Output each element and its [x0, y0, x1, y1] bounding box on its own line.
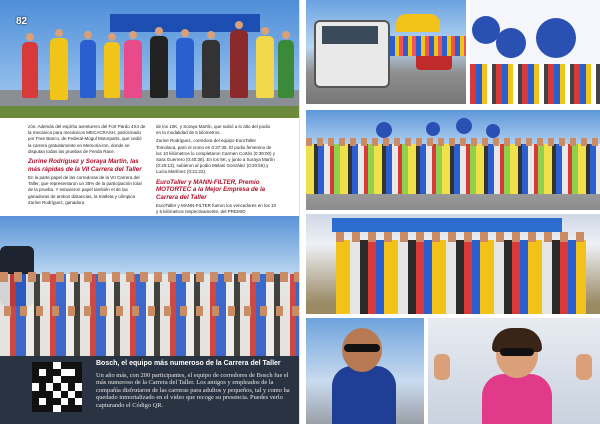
- person: [150, 36, 168, 98]
- person: [22, 42, 38, 98]
- person-head: [282, 31, 290, 39]
- person: [256, 36, 274, 98]
- balloons-crowd-photo: [470, 0, 600, 104]
- person-head: [181, 29, 189, 37]
- paragraph: En la parte papel de las corredoras de la VII Carrera del Taller, que representaron un 35% de la participación total de la prueba. Y estuvieron papel también el de las ganadoras de ambos distancias, la triatleta y olímpica Zurine Rodríguez, ganadora: [28, 175, 142, 205]
- car-window: [322, 26, 378, 44]
- qr-code[interactable]: [32, 362, 82, 412]
- caption-title: Bosch, el equipo más numeroso de la Carrera del Taller: [96, 360, 281, 367]
- car-finish-photo: [306, 0, 466, 104]
- runners-heads: [306, 138, 600, 146]
- person-head: [108, 33, 116, 41]
- person-head: [235, 21, 243, 29]
- blue-balloon: [426, 122, 440, 136]
- paragraph: Zurine Rodríguez, corredora del equipo EuroTaller Tomolaca, paró el crono en 0:37:35. El podio femenino de los 10 kilómetros lo completaron Carmen Cortés (0:38:00) y Sara Guerrero (0:40:38). En los 5K, y junto a Soraya Martín (0:20:13), subieron al podio Melani González (0:20:55) y Lucía Martínez (0:21:22).: [156, 138, 276, 175]
- page-number: 82: [16, 16, 28, 27]
- person-head: [261, 27, 269, 35]
- thumb-right: [576, 354, 592, 380]
- person-head: [129, 31, 137, 39]
- right-page: [300, 0, 600, 424]
- blue-balloon: [456, 118, 472, 134]
- person: [202, 40, 220, 98]
- paragraph: de los 10K, y Soraya Martín, que subió a lo alto del podio en la modalidad de 5 kilómetros.: [156, 124, 271, 136]
- podium-photo: [0, 0, 300, 118]
- person: [124, 40, 142, 98]
- thumbs-up-photo: [428, 318, 600, 424]
- caption-body: Un año más, con 200 participantes, el equipo de corredores de Bosch fue el más numeroso de la Carrera del Taller. Los amigos y empleados de la compañía disfrutaron de las carreras para adultos y pequeños, tal y como ha quedado inmortalizado en el vídeo que recoge su presencia. Puedes verlo capturando el Código QR.: [96, 372, 290, 409]
- person: [104, 42, 120, 98]
- thumb-left: [434, 354, 450, 380]
- sunglasses: [344, 344, 380, 352]
- person-head: [84, 31, 92, 39]
- person: [50, 38, 68, 100]
- race-start-photo: [306, 110, 600, 210]
- person: [80, 40, 96, 98]
- paragraph: zón. Además del espíritu aventurero del Fort Pardo 4X4 de la mecánica para mecánicos MECACRASH, patrocinado por Free Banco, de Federal-Mogul Motorparts, que cedió la carrera gratuitamente en Memoria-Inn, donde se disputan todas las pruebas de Fenda Race.: [28, 124, 146, 154]
- grass: [0, 106, 300, 118]
- person: [230, 30, 248, 98]
- paragraph: EuroTaller y MANN-FILTER fueron los vencedores en los 10 y 5 kilómetros respectivamente, del PREMIO: [156, 203, 276, 215]
- blue-balloon: [536, 18, 576, 58]
- article-column-1: [28, 124, 146, 208]
- sponsor-banner: [332, 218, 562, 232]
- spectators: [390, 36, 466, 56]
- blue-balloon: [376, 122, 392, 138]
- crowd-heads-row2: [0, 306, 300, 316]
- podium-heads: [336, 232, 586, 242]
- person-head: [26, 33, 34, 41]
- person: [176, 38, 194, 98]
- yellow-team-podium-photo: [306, 214, 600, 314]
- runners: [306, 144, 600, 194]
- person-head: [55, 29, 63, 37]
- podium-people: [336, 240, 586, 314]
- article-column-2: [156, 124, 276, 218]
- runner-sunglasses-photo: [306, 318, 424, 424]
- bosch-group-photo: [0, 216, 300, 356]
- person: [278, 40, 294, 98]
- article-subheading: EuroTaller y MANN-FILTER, Premio MOTORTEC a la Mejor Empresa de la Carrera del Taller: [156, 178, 266, 201]
- finish-arch: [396, 14, 440, 32]
- woman-body: [482, 374, 552, 424]
- blue-balloon: [496, 28, 526, 58]
- sunglasses: [500, 348, 534, 356]
- crowd-heads: [0, 272, 300, 282]
- person-head: [155, 27, 163, 35]
- crowd: [470, 64, 600, 104]
- article-subheading: Zurine Rodríguez y Soraya Martín, las más rápidas de la VII Carrera del Taller: [28, 158, 142, 173]
- blue-balloon: [486, 124, 500, 138]
- person-head: [207, 31, 215, 39]
- runner-body: [332, 366, 396, 424]
